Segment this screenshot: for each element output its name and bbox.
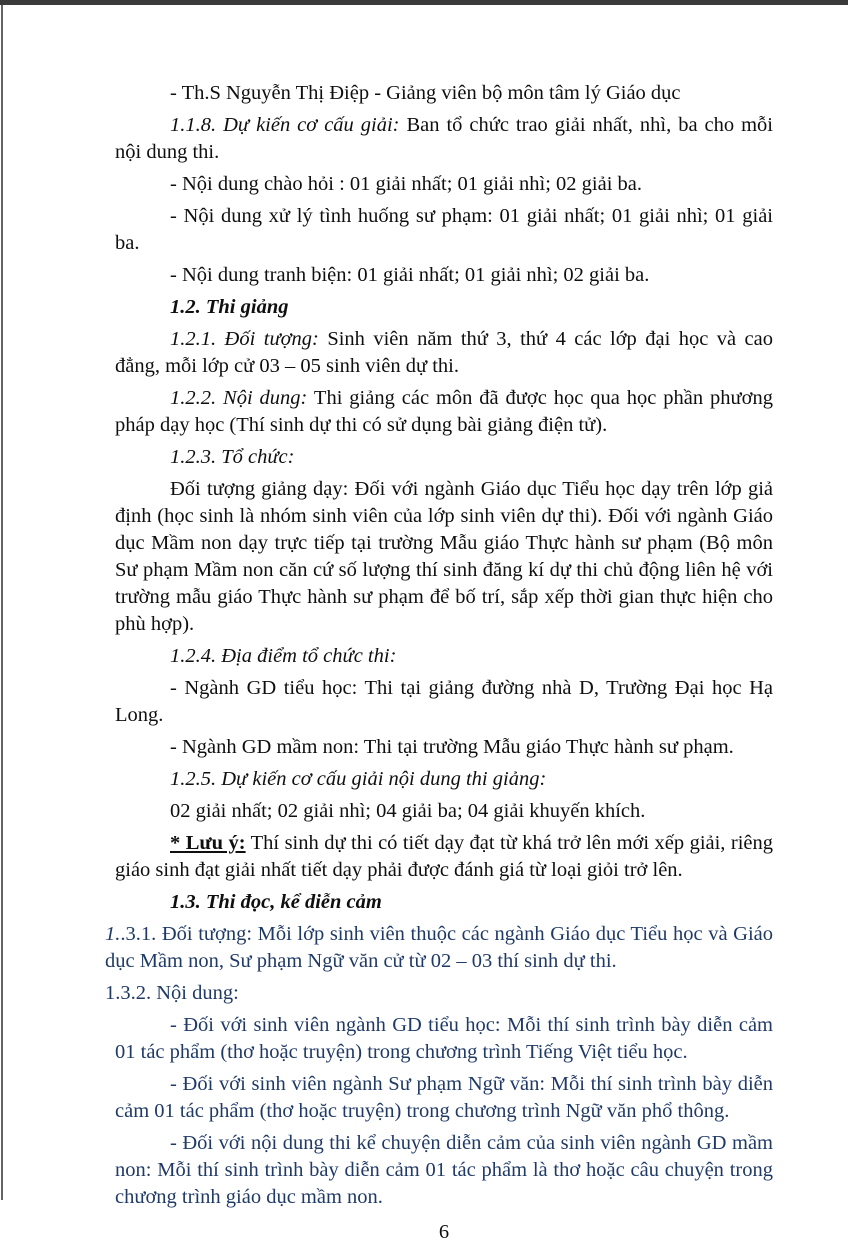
- run-bold-underline-label: * Lưu ý:: [170, 832, 246, 854]
- para-doi-voi-noi-dung-thi-ke-chuyen: - Đối với nội dung thi kể chuyện diễn cảm của sinh viên ngành GD mầm non: Mỗi thí sinh trình bày diễn cảm 01 tác phẩm là thơ hoặc câu chuyện trong chương trình giáo dục mầm non.: [115, 1132, 773, 1208]
- para-1-2-2-noi-dung: [115, 385, 773, 439]
- para-1-3-2-noi-dung: 1.3.2. Nội dung:: [105, 982, 239, 1004]
- para-doi-voi-sv-gd-tieu-hoc: - Đối với sinh viên ngành GD tiểu học: Mỗi thí sinh trình bày diễn cảm 01 tác phẩm (thơ hoặc truyện) trong chương trình Tiếng Việt tiểu học.: [115, 1014, 773, 1063]
- run-body-text: Ban tổ chức trao giải nhất, nhì, ba cho mỗi nội dung thi.: [115, 114, 773, 163]
- para-1-3-1-doi-tuong: [105, 921, 773, 975]
- run-body-text: Thi giảng các môn đã được học qua học phần phương pháp dạy học (Thí sinh dự thi có sử dụng bài giảng điện tử).: [115, 387, 773, 436]
- para-noi-dung-tranh-bien: - Nội dung tranh biện: 01 giải nhất; 01 giải nhì; 02 giải ba.: [170, 264, 650, 286]
- run-italic-label: 1.2.2. Nội dung:: [170, 387, 308, 409]
- para-nganh-gd-mam-non: - Ngành GD mầm non: Thi tại trường Mẫu giáo Thực hành sư phạm.: [170, 736, 734, 758]
- para-1-2-4-dia-diem-to-chuc-thi: 1.2.4. Địa điểm tổ chức thi:: [170, 645, 397, 667]
- para-noi-dung-chao-hoi: - Nội dung chào hỏi : 01 giải nhất; 01 giải nhì; 02 giải ba.: [170, 173, 642, 195]
- run-italic-label: 1.2.1. Đối tượng:: [170, 328, 319, 350]
- para-02-giai-nhat: 02 giải nhất; 02 giải nhì; 04 giải ba; 04 giải khuyến khích.: [170, 800, 646, 822]
- page-left-border: [1, 5, 3, 1200]
- run-body-text: Sinh viên năm thứ 3, thứ 4 các lớp đại học và cao đẳng, mỗi lớp cử 03 – 05 sinh viên dự thi.: [115, 328, 773, 377]
- heading-1-2-thi-giang: 1.2. Thi giảng: [170, 296, 289, 318]
- window-top-edge: [0, 0, 848, 5]
- para-nganh-gd-tieu-hoc: - Ngành GD tiểu học: Thi tại giảng đường nhà D, Trường Đại học Hạ Long.: [115, 677, 773, 726]
- para-ths-nguyen-thi-diep: - Th.S Nguyễn Thị Điệp - Giảng viên bộ môn tâm lý Giáo dục: [170, 82, 681, 104]
- run-body-text: .3.1. Đối tượng: Mỗi lớp sinh viên thuộc các ngành Giáo dục Tiểu học và Giáo dục Mầm non, Sư phạm Ngữ văn cử từ 02 – 03 thí sinh dự thi.: [105, 923, 773, 972]
- para-doi-tuong-giang-day: Đối tượng giảng dạy: Đối với ngành Giáo dục Tiểu học dạy trên lớp giả định (học sinh là nhóm sinh viên của lớp sinh viên dự thi). Đối với ngành Giáo dục Mầm non dạy trực tiếp tại trường Mẫu giáo Thực hành sư phạm (Bộ môn Sư phạm Mầm non căn cứ số lượng thí sinh đăng kí dự thi chủ động liên hệ với trường mẫu giáo Thực hành sư phạm để bố trí, sắp xếp thời gian thực hiện cho phù hợp).: [115, 478, 773, 635]
- page-number: 6: [438, 1221, 450, 1243]
- run-italic-number: 1.: [105, 923, 121, 945]
- para-1-2-1-doi-tuong: [115, 326, 773, 380]
- heading-1-3-thi-doc-ke-dien-cam: 1.3. Thi đọc, kể diễn cảm: [170, 891, 382, 913]
- para-doi-voi-sv-su-pham-ngu-van: - Đối với sinh viên ngành Sư phạm Ngữ văn: Mỗi thí sinh trình bày diễn cảm 01 tác phẩm (thơ hoặc truyện) trong chương trình Ngữ văn phổ thông.: [115, 1073, 773, 1122]
- para-1-2-3-to-chuc: 1.2.3. Tổ chức:: [170, 446, 295, 468]
- run-body-text: Thí sinh dự thi có tiết dạy đạt từ khá trở lên mới xếp giải, riêng giáo sinh đạt giải nhất tiết dạy phải được đánh giá từ loại giỏi trở lên.: [115, 832, 773, 881]
- para-luu-y: [115, 830, 773, 884]
- para-1-1-8-du-kien-co-cau-giai: [115, 112, 773, 166]
- para-noi-dung-xu-ly-tinh-huong: - Nội dung xử lý tình huống sư phạm: 01 giải nhất; 01 giải nhì; 01 giải ba.: [115, 205, 773, 254]
- run-italic-label: 1.1.8. Dự kiến cơ cấu giải:: [170, 114, 400, 136]
- para-1-2-5-du-kien-co-cau-giai: 1.2.5. Dự kiến cơ cấu giải nội dung thi giảng:: [170, 768, 547, 790]
